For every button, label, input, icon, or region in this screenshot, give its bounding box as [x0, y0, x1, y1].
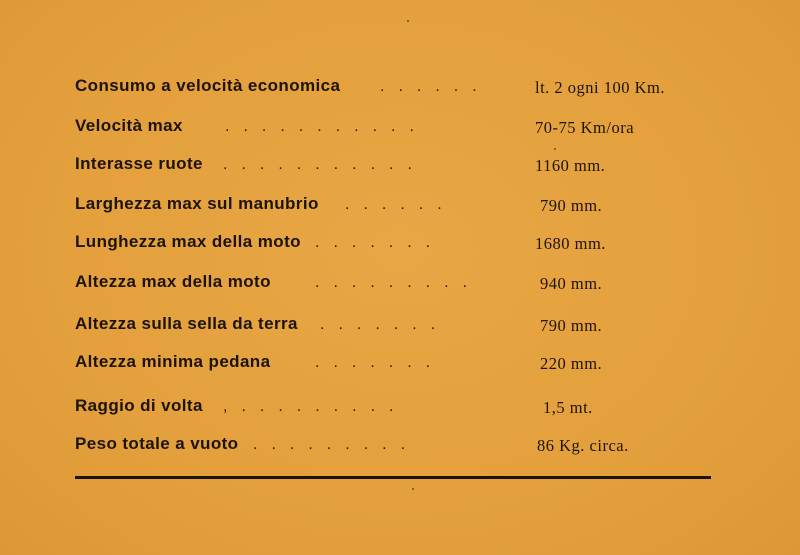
spec-label: Altezza max della moto	[75, 272, 271, 291]
spec-value: 1680 mm.	[535, 234, 606, 253]
spec-label: Velocità max	[75, 116, 183, 135]
spec-label: Larghezza max sul manubrio	[75, 194, 319, 213]
spec-row	[75, 232, 715, 260]
dot-leader: ...........	[223, 156, 426, 173]
dot-leader: ,.........	[223, 398, 408, 415]
spec-row	[75, 154, 715, 182]
bottom-rule	[75, 476, 711, 479]
paper-speck	[554, 148, 556, 150]
spec-value: 1,5 mt.	[543, 398, 593, 417]
spec-row	[75, 396, 715, 424]
spec-row	[75, 314, 715, 342]
spec-label: Peso totale a vuoto	[75, 434, 239, 453]
dot-leader: .........	[315, 274, 482, 291]
spec-label: Altezza sulla sella da terra	[75, 314, 298, 333]
dot-leader: .........	[253, 436, 420, 453]
spec-row	[75, 116, 715, 144]
spec-value: 220 mm.	[540, 354, 603, 373]
spec-row	[75, 272, 715, 300]
dot-leader: ...........	[225, 118, 428, 135]
spec-value: 86 Kg. circa.	[537, 436, 629, 455]
spec-value: 70-75 Km/ora	[535, 118, 635, 137]
spec-row	[75, 76, 715, 104]
spec-label: Consumo a velocità economica	[75, 76, 341, 95]
spec-row	[75, 434, 715, 462]
paper-speck	[412, 488, 414, 490]
spec-row	[75, 352, 715, 380]
spec-row	[75, 194, 715, 222]
spec-value: 1160 mm.	[535, 156, 606, 175]
spec-label: Lunghezza max della moto	[75, 232, 301, 251]
dot-leader: .......	[315, 354, 445, 371]
spec-value: 790 mm.	[540, 316, 603, 335]
dot-leader: .......	[315, 234, 445, 251]
spec-label: Altezza minima pedana	[75, 352, 271, 371]
spec-label: Raggio di volta	[75, 396, 203, 415]
dot-leader: .......	[320, 316, 450, 333]
paper-speck	[407, 20, 409, 22]
spec-label: Interasse ruote	[75, 154, 203, 173]
spec-value: 790 mm.	[540, 196, 603, 215]
dot-leader: ......	[345, 196, 456, 213]
spec-value: 940 mm.	[540, 274, 603, 293]
dot-leader: ......	[380, 78, 491, 95]
spec-value: lt. 2 ogni 100 Km.	[535, 78, 666, 97]
